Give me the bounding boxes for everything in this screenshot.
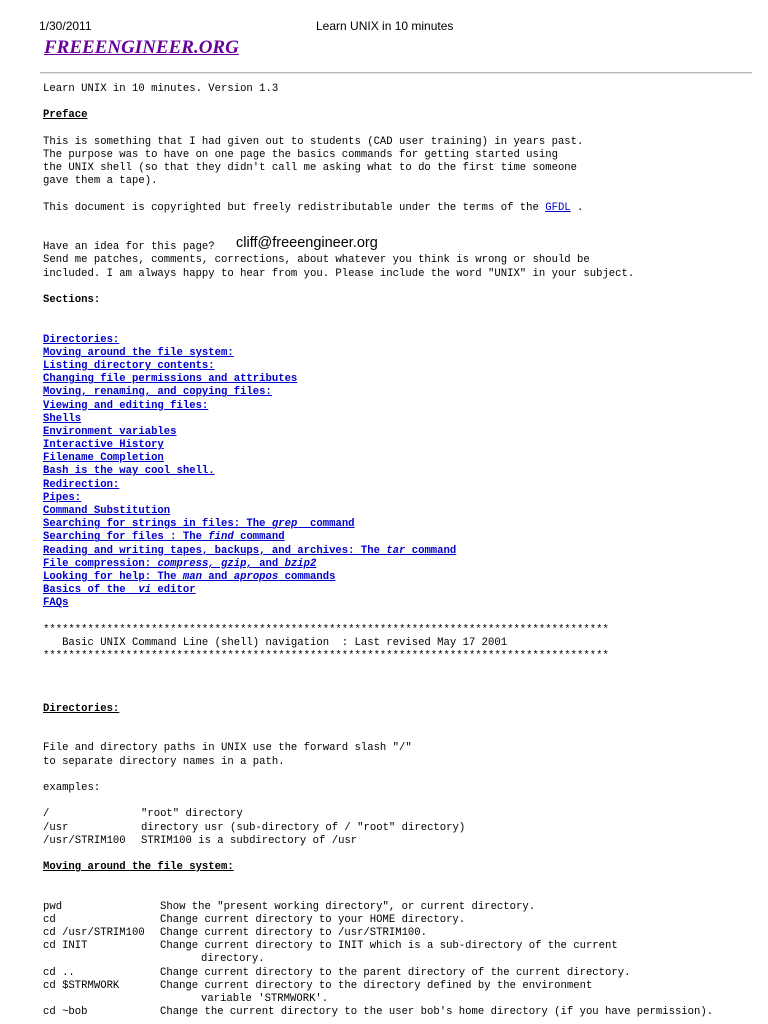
section-link[interactable]: Command Substitution <box>43 505 171 517</box>
command-description-continued: directory. <box>201 953 265 966</box>
command-description: Show the "present working directory", or current directory. <box>160 900 536 913</box>
version-line: Learn UNIX in 10 minutes. Version 1.3 <box>43 83 279 95</box>
print-header <box>0 19 768 35</box>
section-link[interactable]: Searching for files : The find command <box>43 531 285 544</box>
document-body <box>43 83 755 1019</box>
copyright-end: . <box>570 201 584 214</box>
command-name: cd INIT <box>43 940 88 953</box>
gfdl-link[interactable]: GFDL <box>545 201 571 214</box>
command-row <box>43 914 755 927</box>
send-line: included. I am always happy to hear from you. Please include the word "UNIX" in your subject. <box>43 267 635 280</box>
section-link[interactable]: Environment variables <box>43 425 177 438</box>
idea-line: Have an idea for this page? <box>43 241 215 254</box>
horizontal-rule <box>40 72 752 74</box>
send-line: Send me patches, comments, corrections, about whatever you think is wrong or should be <box>43 254 590 267</box>
preface-line: gave them a tape). <box>43 175 158 188</box>
contact-email-image: cliff@freeengineer.org <box>236 235 378 251</box>
command-row <box>43 980 755 993</box>
section-link[interactable]: Reading and writing tapes, backups, and archives: The tar command <box>43 544 457 557</box>
banner-stars-bottom: ***************************************************************************************** <box>43 650 609 663</box>
sections-list <box>43 334 755 611</box>
print-date: 1/30/2011 <box>39 19 92 33</box>
example-row <box>43 835 755 848</box>
preface-heading: Preface <box>43 109 88 122</box>
command-name: cd ~bob <box>43 1006 88 1019</box>
section-link[interactable]: File compression: compress, gzip, and bzip2 <box>43 557 317 570</box>
section-link[interactable]: Searching for strings in files: The grep command <box>43 518 355 531</box>
command-description: Change current directory to /usr/STRIM100. <box>160 927 428 939</box>
command-name: cd /usr/STRIM100 <box>43 927 145 939</box>
command-name: cd <box>43 913 56 926</box>
command-name: pwd <box>43 900 63 913</box>
section-link[interactable]: Filename Completion <box>43 452 164 465</box>
section-link[interactable]: Changing file permissions and attributes <box>43 373 298 386</box>
example-description: "root" directory <box>141 808 243 821</box>
copyright-text: This document is copyrighted but freely redistributable under the terms of the <box>43 201 546 214</box>
directories-line: to separate directory names in a path. <box>43 755 285 768</box>
preface-line: This is something that I had given out to students (CAD user training) in years past. <box>43 135 584 148</box>
section-link[interactable]: Pipes: <box>43 491 82 504</box>
command-description: Change current directory to the parent directory of the current directory. <box>160 966 631 979</box>
command-continuation-row <box>43 993 755 1006</box>
copyright-line <box>43 202 755 215</box>
example-path: / <box>43 808 50 821</box>
command-name: cd $STRMWORK <box>43 979 120 992</box>
example-description: directory usr (sub-directory of / "root" directory) <box>141 821 466 834</box>
examples-list <box>43 808 755 848</box>
commands-list <box>43 901 755 1020</box>
command-description: Change current directory to your HOME directory. <box>160 913 466 926</box>
command-description: Change the current directory to the user bob's home directory (if you have permission). <box>160 1006 714 1019</box>
sections-label: Sections: <box>43 294 101 306</box>
section-link[interactable]: Moving around the file system: <box>43 346 234 359</box>
command-description: Change current directory to the directory defined by the environment <box>160 979 593 992</box>
command-description-continued: variable 'STRMWORK'. <box>201 992 329 1005</box>
command-row <box>43 940 755 953</box>
section-link[interactable]: Interactive History <box>43 439 164 452</box>
example-row <box>43 808 755 821</box>
command-row <box>43 967 755 980</box>
banner-text: Basic UNIX Command Line (shell) navigation : Last revised May 17 2001 <box>43 636 508 649</box>
section-link[interactable]: Basics of the vi editor <box>43 584 196 597</box>
examples-label: examples: <box>43 781 101 794</box>
section-link[interactable]: Moving, renaming, and copying files: <box>43 386 272 399</box>
section-link[interactable]: Bash is the way cool shell. <box>43 465 215 478</box>
banner-stars-top: ***************************************************************************************** <box>43 623 609 636</box>
command-row <box>43 927 755 940</box>
command-row <box>43 901 755 914</box>
example-description: STRIM100 is a subdirectory of /usr <box>141 834 358 847</box>
command-continuation-row <box>43 953 755 966</box>
section-link[interactable]: FAQs <box>43 597 69 610</box>
section-link[interactable]: Shells <box>43 412 82 425</box>
print-title: Learn UNIX in 10 minutes <box>316 19 454 33</box>
section-link[interactable]: Looking for help: The man and apropos commands <box>43 570 336 583</box>
section-link[interactable]: Redirection: <box>43 478 120 491</box>
section-link[interactable]: Directories: <box>43 333 120 346</box>
example-path: /usr <box>43 821 69 834</box>
section-link[interactable]: Listing directory contents: <box>43 359 215 372</box>
section-link[interactable]: Viewing and editing files: <box>43 399 209 412</box>
command-description: Change current directory to INIT which is a sub-directory of the current <box>160 940 618 953</box>
preface-line: the UNIX shell (so that they didn't call me asking what to do the first time someone <box>43 162 578 175</box>
moving-heading: Moving around the file system: <box>43 861 234 874</box>
directories-line: File and directory paths in UNIX use the forward slash "/" <box>43 742 412 755</box>
site-logo-link[interactable]: FREEENGINEER.ORG <box>44 37 239 58</box>
directories-heading: Directories: <box>43 702 120 715</box>
example-path: /usr/STRIM100 <box>43 834 126 847</box>
preface-line: The purpose was to have on one page the basics commands for getting started using <box>43 148 558 161</box>
example-row <box>43 822 755 835</box>
command-row <box>43 1006 755 1019</box>
command-name: cd .. <box>43 966 75 979</box>
